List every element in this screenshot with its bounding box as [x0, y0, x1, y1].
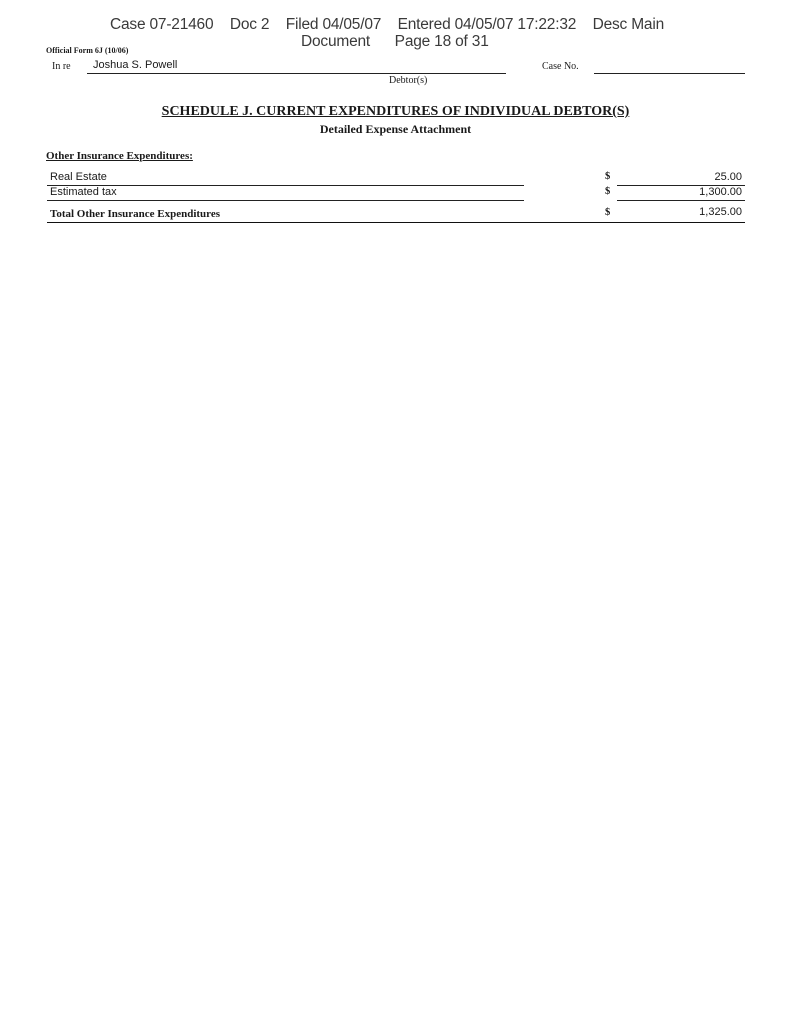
- schedule-title: SCHEDULE J. CURRENT EXPENDITURES OF INDIVIDUAL DEBTOR(S): [161, 104, 630, 119]
- total-amount: 1,325.00: [699, 206, 742, 218]
- case-no-rule: [594, 73, 745, 74]
- section-heading: Other Insurance Expenditures:: [46, 150, 193, 162]
- total-currency: $: [605, 207, 611, 218]
- debtor-name-rule: [87, 73, 506, 74]
- schedule-subtitle: Detailed Expense Attachment: [319, 122, 472, 136]
- in-re-label: In re: [52, 61, 71, 72]
- debtor-caption: Debtor(s): [389, 75, 428, 86]
- total-label: Total Other Insurance Expenditures: [50, 208, 221, 220]
- expense-amount-rule: [617, 200, 745, 201]
- expense-item-label: Real Estate: [50, 171, 107, 183]
- case-no-label: Case No.: [542, 61, 579, 72]
- expense-item-rule: [47, 200, 524, 201]
- expense-item-amount: 25.00: [714, 171, 742, 183]
- expense-item-rule: [47, 185, 524, 186]
- form-id: Official Form 6J (10/06): [46, 46, 129, 55]
- total-rule: [47, 222, 745, 223]
- debtor-name: Joshua S. Powell: [93, 59, 178, 71]
- expense-item-currency: $: [605, 186, 611, 197]
- expense-item-amount: 1,300.00: [699, 186, 742, 198]
- expense-item-currency: $: [605, 171, 611, 182]
- filing-stamp-line1: Case 07-21460 Doc 2 Filed 04/05/07 Entered 04/05/07 17:22:32 Desc Main: [110, 16, 665, 33]
- filing-stamp-line2: Document Page 18 of 31: [301, 33, 489, 50]
- expense-item-label: Estimated tax: [50, 186, 117, 198]
